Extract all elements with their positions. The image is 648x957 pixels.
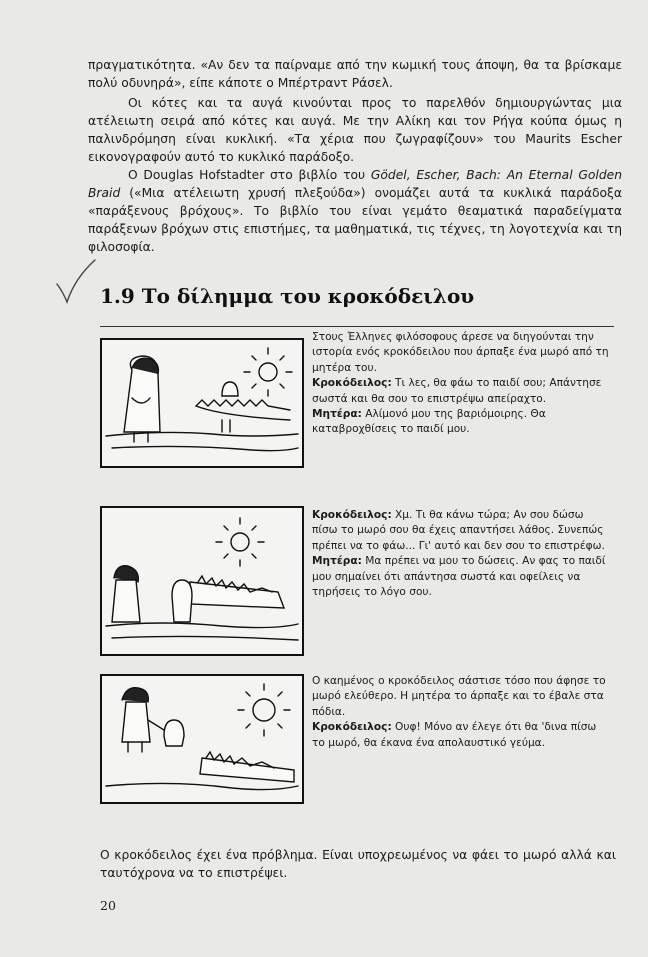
crocodile-and-mother-illustration [102, 340, 302, 466]
panel-1-line-1: Τι λες, θα φάω το παιδί σου; Απάντησε σωστά και θα σου το επιστρέψω απείραχτο. [312, 377, 602, 405]
panel-3-line-1: Ουφ! Μόνο αν έλεγε ότι θα 'δινα πίσω το μωρό, θα έκανα ένα απολαυστικό γεύμα. [312, 721, 597, 749]
panel-3-dialogue [312, 674, 612, 751]
panel-1-dialogue [312, 330, 612, 438]
panel-1-intro: Στους Έλληνες φιλόσοφους άρεσε να διηγούνται την ιστορία ενός κροκόδειλου που άρπαξε ένα μωρό από τη μητέρα του. [312, 331, 609, 374]
panel-2-line-1: Χμ. Τι θα κάνω τώρα; Αν σου δώσω πίσω το μωρό σου θα έχεις απαντήσει λάθος. Συνεπώς πρέπει να το φάω... Γι' αυτό και δεν σου το επιστρέφω. [312, 509, 605, 552]
comic-panel-2 [100, 506, 304, 656]
section-divider [100, 326, 614, 327]
hofstadter-paragraph [88, 166, 622, 256]
intro-paragraph-2: Οι κότες και τα αυγά κινούνται προς το παρελθόν δημιουργώντας μια ατέλειωτη σειρά από κότες και αυγά. Με την Αλίκη και τον Ρήγα κούπα όμως η παλινδρόμηση είναι κυκλική. «Τα χέρια που ζωγραφίζουν» του Maurits Escher εικονογραφούν αυτό το κυκλικό παράδοξο. [88, 96, 622, 164]
panel-3-speaker-1: Κροκόδειλος: [312, 721, 392, 734]
panel-1-speaker-1: Κροκόδειλος: [312, 377, 392, 390]
crocodile-holding-baby-illustration [102, 508, 302, 654]
panel-2-speaker-1: Κροκόδειλος: [312, 509, 392, 521]
panel-1-speaker-2: Μητέρα: [312, 408, 362, 421]
panel-2-speaker-2: Μητέρα: [312, 555, 362, 568]
book-title: Gödel, Escher, Bach: An Eternal Golden Braid [88, 168, 623, 200]
comic-panel-3 [100, 674, 304, 804]
panel-2-dialogue [312, 508, 612, 600]
hofstadter-text-before: Ο Douglas Hofstadter στο βιβλίο του [128, 168, 371, 182]
mother-escaping-with-baby-illustration [102, 676, 302, 802]
conclusion-paragraph: Ο κροκόδειλος έχει ένα πρόβλημα. Είναι υποχρεωμένος να φάει το μωρό αλλά και ταυτόχρονα να το επιστρέψει. [100, 848, 616, 880]
section-title: 1.9 Το δίλημμα του κροκόδειλου [100, 284, 475, 308]
comic-panel-1 [100, 338, 304, 468]
panel-3-intro: Ο καημένος ο κροκόδειλος σάστισε τόσο που άφησε το μωρό ελεύθερο. Η μητέρα το άρπαξε και το έβαλε στα πόδια. [312, 675, 606, 718]
panel-1-line-2: Αλίμονό μου της βαριόμοιρης. Θα καταβροχθίσεις το παιδί μου. [312, 408, 546, 436]
panel-2-line-2: Μα πρέπει να μου το δώσεις. Αν φας το παιδί μου σημαίνει ότι απάντησα σωστά και οφείλεις να τηρήσεις το λόγο σου. [312, 555, 606, 599]
handwritten-checkmark-icon [55, 258, 99, 304]
page-number: 20 [100, 898, 116, 913]
hofstadter-text-after: («Μια ατέλειωτη χρυσή πλεξούδα») ονομάζει αυτά τα κυκλικά παράδοξα «παράξενους βρόχους». Το βιβλίο του είναι γεμάτο θεαματικά παραδείγματα παράξενων βρόχων στις επιστήμες, τα μαθηματικά, τις τέχνες, τη λογοτεχνία και τη φιλοσοφία. [88, 186, 622, 254]
intro-paragraph-1: πραγματικότητα. «Αν δεν τα παίρναμε από την κωμική τους άποψη, θα τα βρίσκαμε πολύ οδυνηρά», είπε κάποτε ο Μπέρτραντ Ράσελ. [88, 58, 622, 90]
